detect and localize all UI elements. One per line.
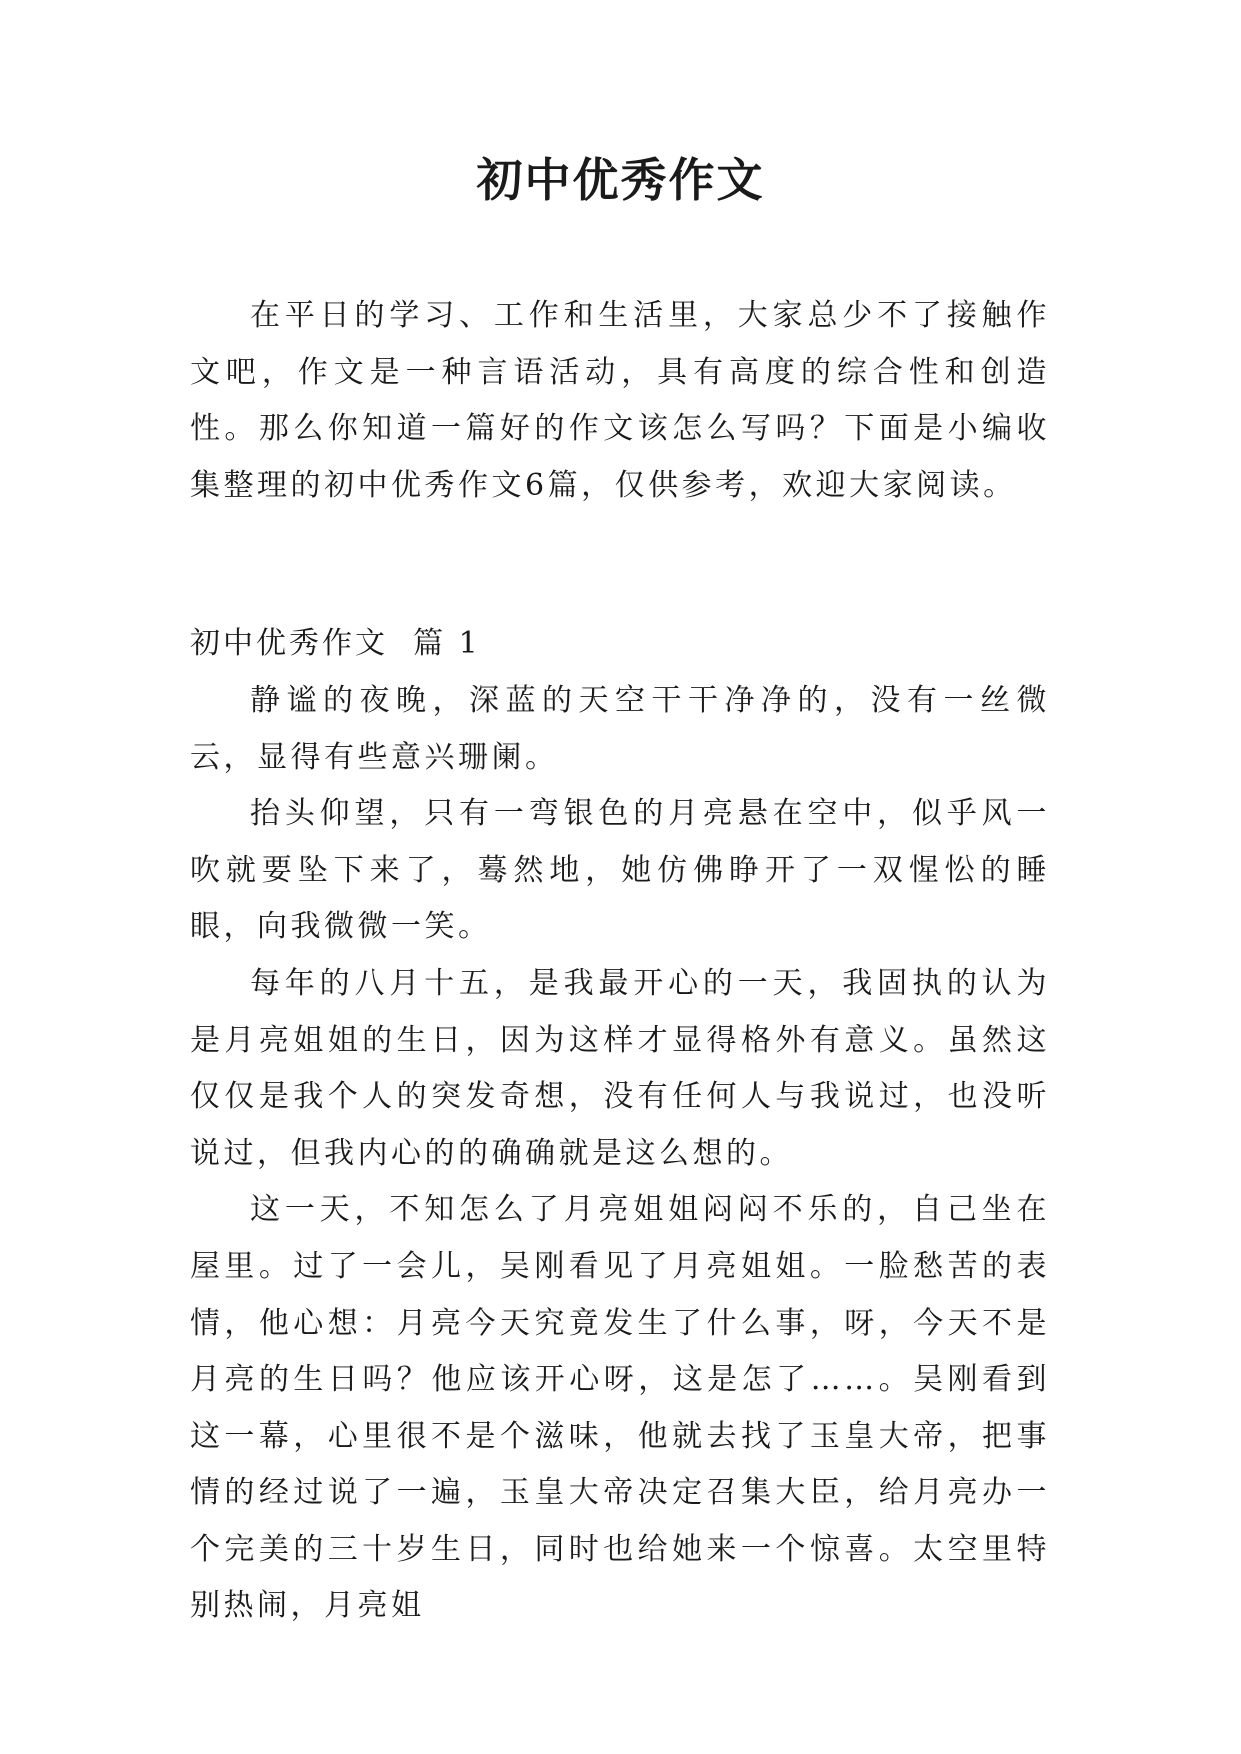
intro-paragraph: 在平日的学习、工作和生活里，大家总少不了接触作文吧，作文是一种言语活动，具有高度的综合性和创造性。那么你知道一篇好的作文该怎么写吗？下面是小编收集整理的初中优秀作文6篇，仅供参考，欢迎大家阅读。: [190, 298, 1050, 503]
body-paragraph: 这一天，不知怎么了月亮姐姐闷闷不乐的，自己坐在屋里。过了一会儿，吴刚看见了月亮姐姐。一脸愁苦的表情，他心想：月亮今天究竟发生了什么事，呀，今天不是月亮的生日吗？他应该开心呀，这是怎了……。吴刚看到这一幕，心里很不是个滋味，他就去找了玉皇大帝，把事情的经过说了一遍，玉皇大帝决定召集大臣，给月亮办一个完美的三十岁生日，同时也给她来一个惊喜。太空里特别热闹，月亮姐: [190, 1192, 1050, 1624]
body-paragraph: 抬头仰望，只有一弯银色的月亮悬在空中，似乎风一吹就要坠下来了，蓦然地，她仿佛睁开了一双惺忪的睡眼，向我微微一笑。: [190, 796, 1050, 945]
section-heading: 初中优秀作文 篇 1: [190, 626, 481, 662]
body-paragraph: 每年的八月十五，是我最开心的一天，我固执的认为是月亮姐姐的生日，因为这样才显得格外有意义。虽然这仅仅是我个人的突发奇想，没有任何人与我说过，也没听说过，但我内心的的确确就是这么想的。: [190, 965, 1050, 1171]
document-body: [190, 288, 1050, 1635]
section-spacer: [190, 514, 1050, 616]
body-paragraph: 静谧的夜晚，深蓝的天空干干净净的，没有一丝微云，显得有些意兴珊阑。: [190, 682, 1050, 775]
document-title: 初中优秀作文: [476, 153, 765, 207]
